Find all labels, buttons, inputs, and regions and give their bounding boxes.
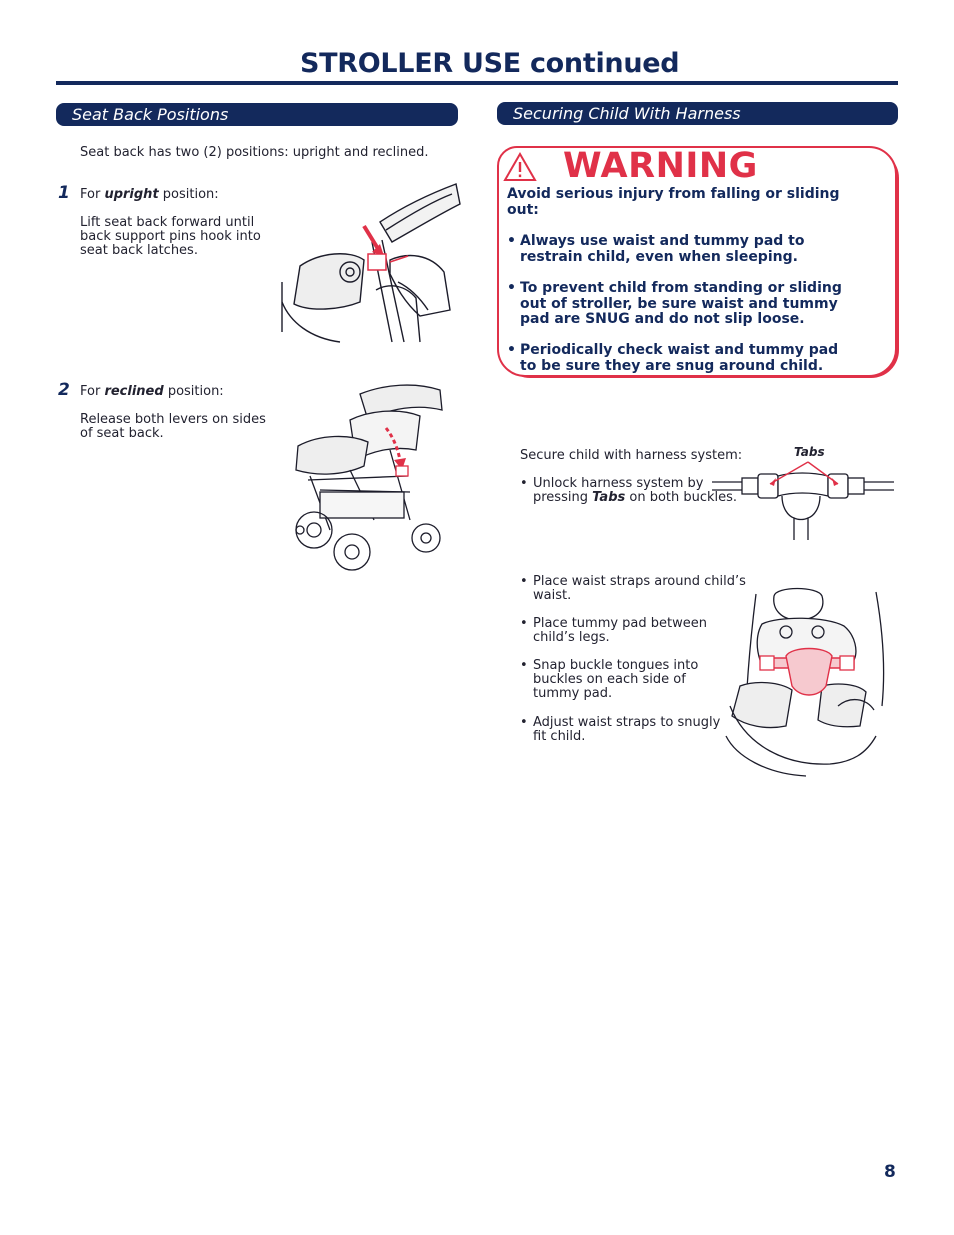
instruction-3 (520, 659, 698, 701)
instruction-1 (520, 575, 746, 603)
harness-buckle-illustration (712, 458, 894, 542)
warning-title: WARNING (563, 146, 758, 186)
bullet-glyph: • (520, 658, 528, 673)
reclined-stroller-illustration (290, 380, 445, 572)
step-1-line: back support pins hook into (80, 229, 261, 244)
bullet-glyph: • (520, 476, 528, 491)
instruction-2 (520, 617, 707, 645)
warning-bullet-line: restrain child, even when sleeping. (520, 248, 798, 265)
securing-child-heading: Securing Child With Harness (497, 102, 898, 125)
bullet-glyph: • (507, 233, 516, 249)
warning-bullet-line: Always use waist and tummy pad to (520, 233, 805, 249)
step-2-text (80, 413, 266, 441)
bullet-glyph: • (507, 280, 516, 296)
step-1-line: seat back latches. (80, 243, 198, 258)
step-2-line: of seat back. (80, 426, 164, 441)
step-2-line: Release both levers on sides (80, 412, 266, 427)
warning-bullet-line: To prevent child from standing or sliding (520, 280, 842, 296)
page-number: 8 (884, 1162, 896, 1182)
bullet-glyph: • (520, 616, 528, 631)
bullet-glyph: • (520, 715, 528, 730)
warning-bullet-line: out of stroller, be sure waist and tummy (520, 295, 838, 312)
page-title: STROLLER USE continued (300, 48, 680, 79)
unlock-prefix: pressing (533, 490, 593, 505)
step-1-line: Lift seat back forward until (80, 215, 255, 230)
bullet-glyph: • (507, 342, 516, 358)
warning-bullet-2 (507, 281, 887, 328)
step-number-2: 2 (58, 380, 70, 400)
step-1-for-suffix: position: (158, 187, 219, 202)
warning-bullet-3 (507, 343, 887, 374)
bullet-glyph: • (520, 574, 528, 589)
unlock-instruction (520, 477, 737, 505)
instruction-line: Place waist straps around child’s (533, 574, 746, 589)
warning-intro-line: out: (507, 201, 539, 218)
instruction-line: buckles on each side of (533, 672, 686, 687)
unlock-suffix: on both buckles. (625, 490, 738, 505)
tabs-label: Tabs (794, 445, 825, 459)
instruction-line: Place tummy pad between (533, 616, 708, 631)
instruction-line: waist. (533, 588, 572, 603)
step-1-for-prefix: For (80, 187, 105, 202)
instruction-4 (520, 716, 720, 744)
step-2-for-em: reclined (104, 384, 164, 399)
secure-intro: Secure child with harness system: (520, 448, 743, 463)
child-harness-illustration (726, 586, 890, 778)
step-1-for (80, 188, 219, 202)
step-1-text (80, 216, 261, 258)
step-2-for-prefix: For (80, 384, 105, 399)
instruction-line: tummy pad. (533, 686, 613, 701)
step-2-for (80, 385, 224, 399)
title-divider (56, 81, 898, 85)
unlock-em: Tabs (592, 490, 626, 505)
warning-intro-line: Avoid serious injury from falling or sliding (507, 186, 840, 202)
warning-bullet-line: Periodically check waist and tummy pad (520, 342, 839, 358)
seat-back-intro: Seat back has two (2) positions: upright and reclined. (80, 145, 429, 160)
step-2-for-suffix: position: (163, 384, 224, 399)
step-1-for-em: upright (104, 187, 159, 202)
instruction-line: Snap buckle tongues into (533, 658, 699, 673)
step-number-1: 1 (58, 183, 70, 203)
warning-bullet-line: to be sure they are snug around child. (520, 357, 824, 374)
unlock-line-2 (533, 491, 737, 505)
instruction-line: child’s legs. (533, 630, 610, 645)
instruction-line: Adjust waist straps to snugly (533, 715, 721, 730)
instruction-line: fit child. (533, 729, 586, 744)
unlock-line-1: Unlock harness system by (533, 476, 704, 491)
upright-seat-illustration (280, 182, 460, 346)
seat-back-heading: Seat Back Positions (56, 103, 458, 126)
warning-intro (507, 187, 840, 218)
warning-bullet-1 (507, 234, 887, 265)
warning-triangle-icon (503, 152, 537, 182)
warning-bullet-line: pad are SNUG and do not slip loose. (520, 311, 805, 327)
